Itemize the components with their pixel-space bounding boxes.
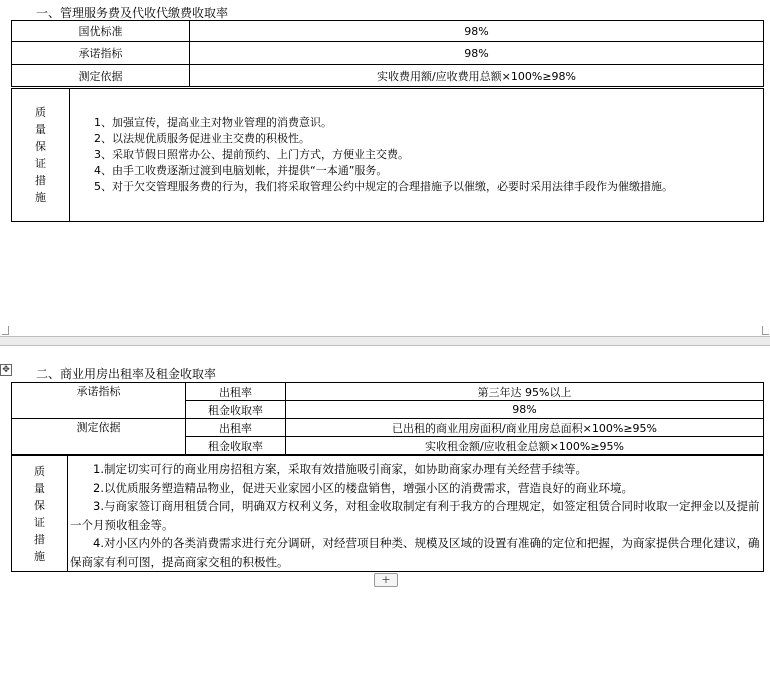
page-break xyxy=(0,336,770,346)
table-row xyxy=(12,456,764,572)
group-label[interactable]: 测定依据 xyxy=(12,419,186,455)
add-row-button[interactable]: + xyxy=(374,573,398,587)
list-item: 1、加强宣传，提高业主对物业管理的消费意识。 xyxy=(94,116,332,129)
measures-text[interactable] xyxy=(68,456,764,572)
list-item: 3.与商家签订商用租赁合同，明确双方权利义务，对租金收取制定有利于我方的合理规定，如签定租赁合同时收取一定押金以及提前一个月预收租金等。 xyxy=(70,499,760,532)
table-move-handle-icon[interactable]: ✥ xyxy=(0,364,12,376)
row-sub-label[interactable]: 出租率 xyxy=(186,419,286,437)
list-item: 5、对于欠交管理服务费的行为，我们将采取管理公约中规定的合理措施予以催缴，必要时采用法律手段作为催缴措施。 xyxy=(94,180,673,193)
table-row xyxy=(12,65,764,87)
table-row xyxy=(12,383,764,401)
table-row xyxy=(12,42,764,65)
list-item: 3、采取节假日照常办公、提前预约、上门方式，方便业主交费。 xyxy=(94,148,409,161)
row-sub-label[interactable]: 租金收取率 xyxy=(186,401,286,419)
section-2-measures-table xyxy=(11,455,764,572)
list-item: 4、由手工收费逐渐过渡到电脑划帐，并提供“一本通”服务。 xyxy=(94,164,388,177)
measures-text[interactable] xyxy=(70,89,764,222)
row-sub-label[interactable]: 出租率 xyxy=(186,383,286,401)
section-1-measures-table xyxy=(11,88,764,222)
row-value[interactable]: 第三年达 95%以上 xyxy=(286,383,764,401)
list-item: 2.以优质服务塑造精品物业，促进天业家园小区的楼盘销售，增强小区的消费需求，营造良好的商业环境。 xyxy=(93,480,633,495)
row-value[interactable]: 已出租的商业用房面积/商业用房总面积×100%≥95% xyxy=(286,419,764,437)
page-corner-mark xyxy=(2,326,9,335)
table-row xyxy=(12,89,764,222)
table-row xyxy=(12,21,764,42)
row-value[interactable]: 98% xyxy=(190,42,764,65)
group-label[interactable]: 承诺指标 xyxy=(12,383,186,419)
section-1-table xyxy=(11,20,764,87)
row-value[interactable]: 实收费用额/应收费用总额×100%≥98% xyxy=(190,65,764,87)
section-2-table xyxy=(11,382,764,455)
row-value[interactable]: 98% xyxy=(286,401,764,419)
row-label[interactable]: 测定依据 xyxy=(12,65,190,87)
list-item: 4.对小区内外的各类消费需求进行充分调研，对经营项目种类、规模及区域的设置有准确的定位和把握，为商家提供合理化建议，确保商家有利可图，提高商家交租的积极性。 xyxy=(70,536,760,569)
table-row xyxy=(12,419,764,437)
list-item: 2、以法规优质服务促进业主交费的积极性。 xyxy=(94,132,310,145)
row-label[interactable]: 承诺指标 xyxy=(12,42,190,65)
row-sub-label[interactable]: 租金收取率 xyxy=(186,437,286,455)
section-2-title: 二、商业用房出租率及租金收取率 xyxy=(36,367,217,381)
measures-label[interactable]: 质 量 保 证 措 施 xyxy=(12,89,70,222)
page-corner-mark xyxy=(762,326,769,335)
row-value[interactable]: 实收租金额/应收租金总额×100%≥95% xyxy=(286,437,764,455)
row-value[interactable]: 98% xyxy=(190,21,764,42)
list-item: 1.制定切实可行的商业用房招租方案，采取有效措施吸引商家，如协助商家办理有关经营手续等。 xyxy=(93,462,587,476)
section-1-title: 一、管理服务费及代收代缴费收取率 xyxy=(36,6,229,20)
measures-label[interactable]: 质 量 保 证 措 施 xyxy=(12,456,68,572)
row-label[interactable]: 国优标准 xyxy=(12,21,190,42)
